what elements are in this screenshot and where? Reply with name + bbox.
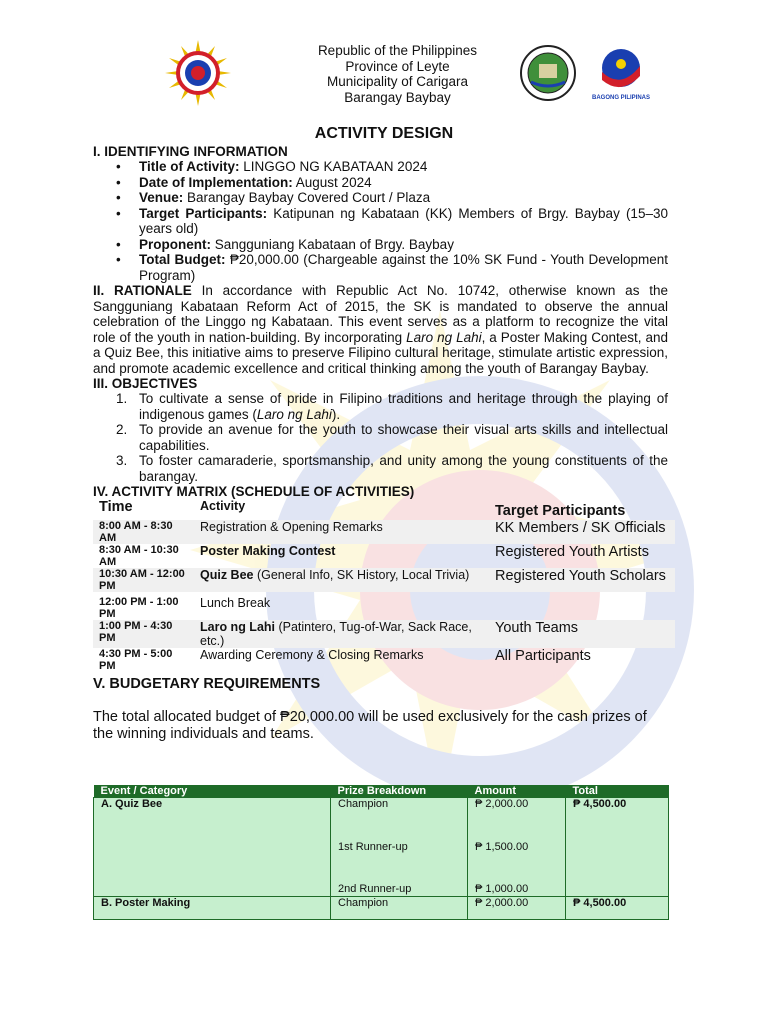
list-item: • Total Budget: ₱20,000.00 (Chargeable against the 10% SK Fund - Youth Development Program) bbox=[93, 252, 668, 283]
activity-matrix-table bbox=[93, 499, 675, 672]
column-header: Target Participants bbox=[495, 503, 626, 519]
table-row: 10:30 AM - 12:00 PM Quiz Bee (General Info, SK History, Local Trivia) Registered Youth Scholars bbox=[93, 568, 675, 592]
budget-paragraph: The total allocated budget of ₱20,000.00 will be used exclusively for the cash prizes of the winning individuals and teams. bbox=[93, 709, 647, 742]
municipality-seal-icon bbox=[519, 44, 577, 102]
list-item: 2. To provide an avenue for the youth to showcase their visual arts skills and intellectual capabilities. bbox=[116, 422, 668, 453]
section-heading-budget: V. BUDGETARY REQUIREMENTS bbox=[93, 676, 321, 692]
list-item: 3. To foster camaraderie, sportsmanship, and unity among the young constituents of the barangay. bbox=[116, 453, 668, 484]
column-header: Event / Category bbox=[94, 785, 331, 798]
identifying-list bbox=[93, 159, 668, 283]
list-item: • Target Participants: Katipunan ng Kabataan (KK) Members of Brgy. Baybay (15–30 years old) bbox=[93, 206, 668, 237]
list-item: • Venue: Barangay Baybay Covered Court / Plaza bbox=[93, 190, 668, 206]
list-item: 1. To cultivate a sense of pride in Filipino traditions and heritage through the playing of indigenous games (Laro ng Lahi). bbox=[116, 391, 668, 422]
section-heading-identifying: I. IDENTIFYING INFORMATION bbox=[93, 144, 288, 159]
table-row: 8:30 AM - 10:30 AM Poster Making Contest Registered Youth Artists bbox=[99, 544, 649, 568]
list-item: • Proponent: Sangguniang Kabataan of Brgy. Baybay bbox=[93, 237, 668, 253]
bagong-pilipinas-text: BAGONG PILIPINAS bbox=[592, 95, 650, 101]
letterhead bbox=[0, 0, 768, 115]
prize-table bbox=[93, 785, 669, 920]
table-row: B. Poster Making Champion ₱ 2,000.00 ₱ 4,500.00 bbox=[94, 897, 669, 920]
list-item: • Date of Implementation: August 2024 bbox=[93, 175, 668, 191]
column-header: Total bbox=[566, 785, 669, 798]
address-block bbox=[270, 43, 525, 105]
column-header: Time bbox=[99, 499, 133, 515]
column-header: Activity bbox=[200, 499, 246, 513]
document-title: ACTIVITY DESIGN bbox=[314, 125, 454, 142]
address-line: Province of Leyte bbox=[345, 58, 450, 74]
table-row: 1:00 PM - 4:30 PM Laro ng Lahi (Patintero, Tug-of-War, Sack Race, etc.) Youth Teams bbox=[93, 620, 675, 648]
sk-logo-icon bbox=[163, 38, 233, 108]
bagong-pilipinas-logo-icon bbox=[592, 46, 650, 102]
column-header: Amount bbox=[468, 785, 566, 798]
rationale-paragraph: II. RATIONALE In accordance with Republic Act No. 10742, otherwise known as the Sangguniang Kabataan Reform Act of 2015, the SK is mandated to observe the annual celebration of the Linggo ng Kabataan. This event serves as a platform to recognize the vital role of the youth in nation-building. By incorporating Laro ng Lahi, a Poster Making Contest, and a Quiz Bee, this initiative aims to preserve Filipino cultural heritage, stimulate artistic expression, and promote academic excellence and critical thinking among the youth of Barangay Baybay. bbox=[93, 283, 669, 376]
table-row: 8:00 AM - 8:30 AM Registration & Opening Remarks KK Members / SK Officials bbox=[93, 520, 675, 544]
table-header-row bbox=[93, 499, 675, 520]
objectives-list bbox=[93, 391, 668, 484]
section-heading-objectives: III. OBJECTIVES bbox=[93, 376, 198, 391]
address-line: Barangay Baybay bbox=[344, 89, 451, 105]
table-row: A. Quiz Bee Champion 1st Runner-up 2nd Runner-up ₱ 2,000.00 ₱ 1,500.00 ₱ 1,000.00 ₱ 4,500.00 bbox=[94, 798, 669, 897]
list-item: • Title of Activity: LINGGO NG KABATAAN 2024 bbox=[93, 159, 668, 175]
address-line: Republic of the Philippines bbox=[317, 43, 478, 58]
section-heading-matrix: IV. ACTIVITY MATRIX (SCHEDULE OF ACTIVITIES) bbox=[93, 484, 415, 499]
address-line: Municipality of Carigara bbox=[326, 74, 469, 89]
table-row: 12:00 PM - 1:00 PM Lunch Break bbox=[99, 596, 271, 620]
document-body bbox=[93, 144, 668, 743]
table-header-row bbox=[94, 785, 669, 798]
column-header: Prize Breakdown bbox=[331, 785, 468, 798]
section-heading-rationale: II. RATIONALE bbox=[93, 283, 192, 298]
table-row: 4:30 PM - 5:00 PM Awarding Ceremony & Closing Remarks All Participants bbox=[99, 648, 591, 672]
